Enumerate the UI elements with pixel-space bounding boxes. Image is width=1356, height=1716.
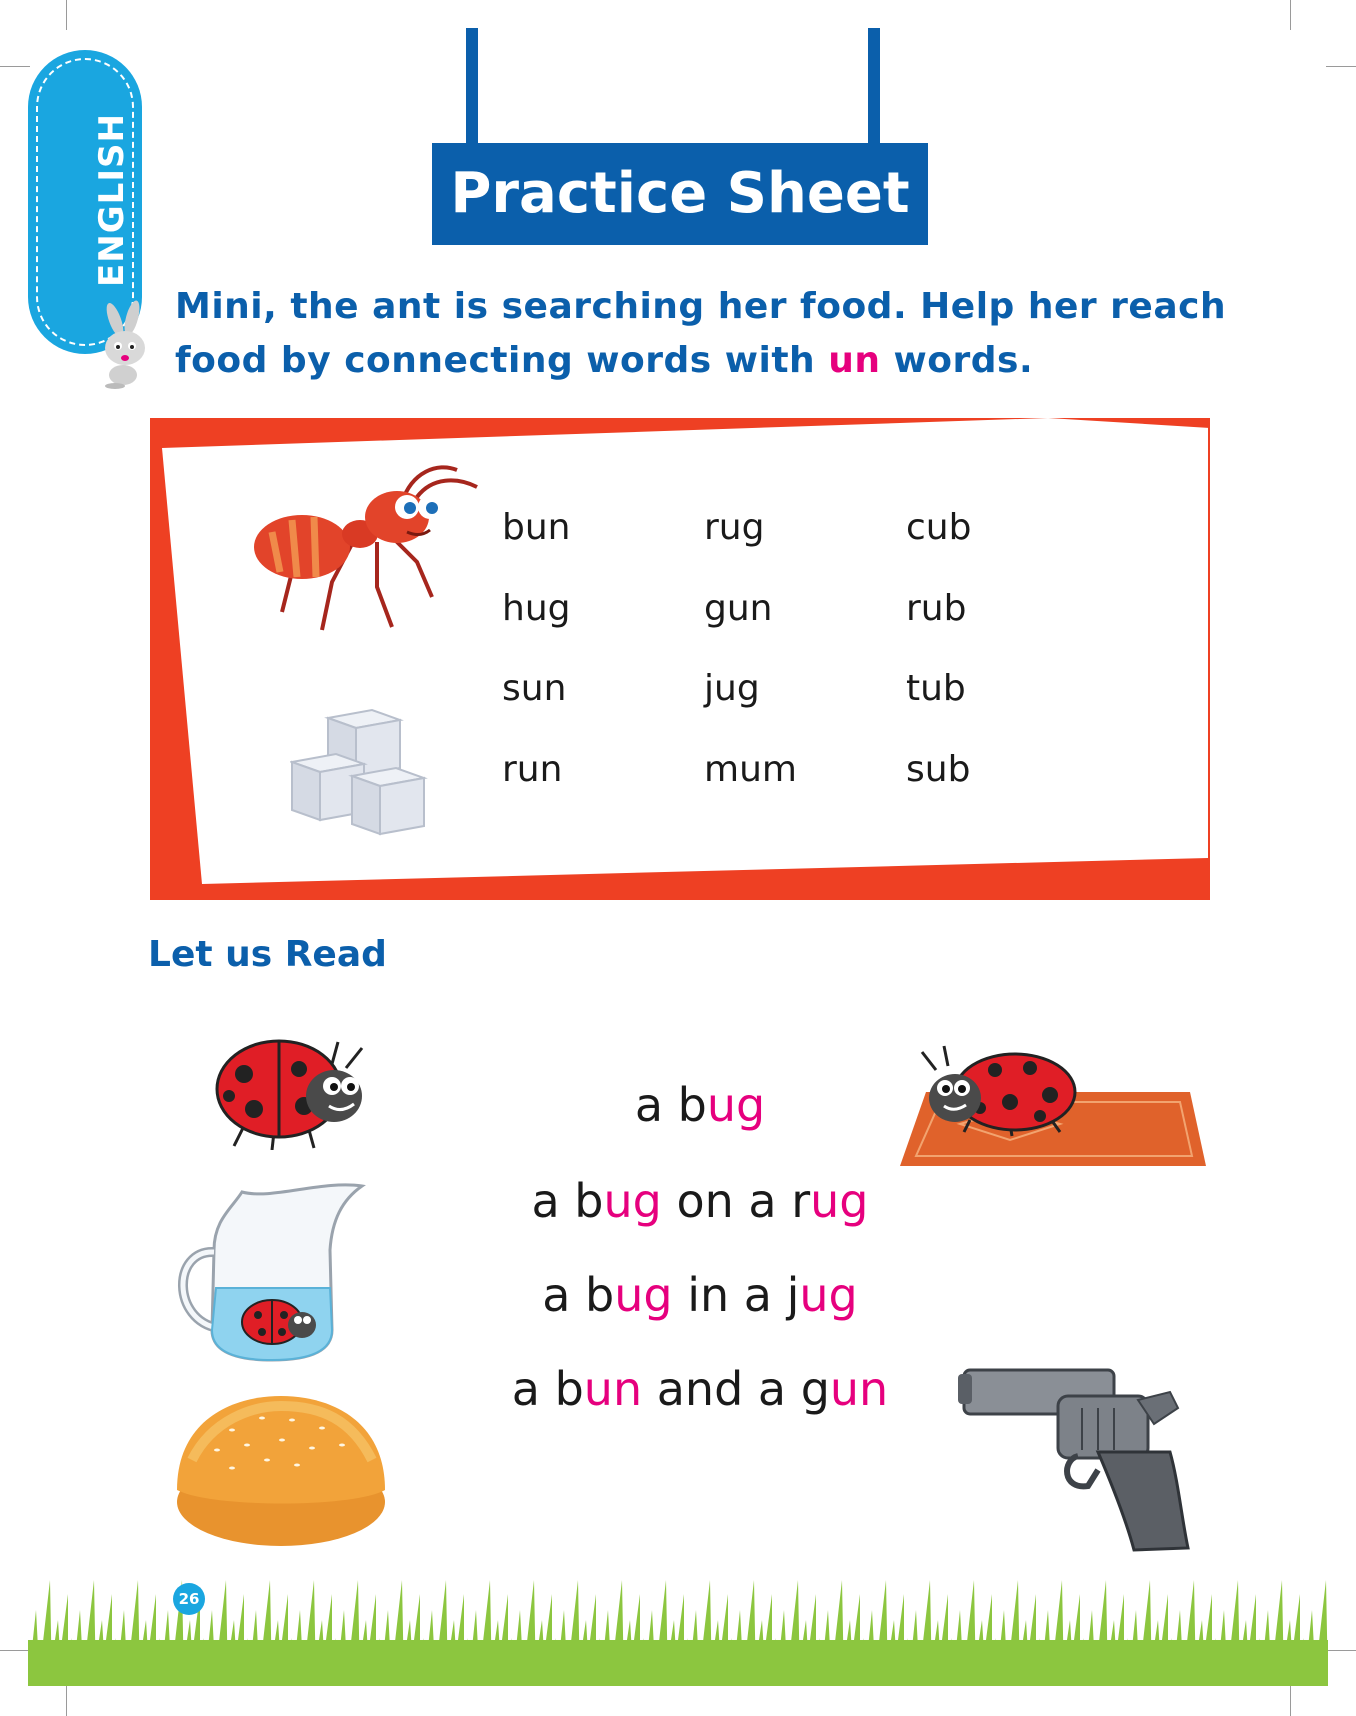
- sentence-text: a b: [511, 1362, 584, 1416]
- rhyme-ending: ug: [810, 1174, 869, 1228]
- crop-mark: [1290, 1686, 1291, 1716]
- word-item: mum: [704, 749, 797, 790]
- word-item: jug: [704, 668, 760, 709]
- crop-mark: [0, 66, 30, 67]
- crop-mark: [1326, 1650, 1356, 1651]
- sentence-text: on a r: [661, 1174, 811, 1228]
- sugar-cubes-icon: [290, 706, 440, 842]
- grass-border: [28, 1570, 1328, 1686]
- word-item: rub: [906, 588, 967, 629]
- sentence-text: and a g: [642, 1362, 830, 1416]
- read-sentence: [450, 1268, 950, 1322]
- word-item: rug: [704, 507, 765, 548]
- rhyme-ending: un: [829, 1362, 889, 1416]
- rhyme-ending: ug: [603, 1174, 662, 1228]
- instruction-line-2: [175, 334, 1235, 388]
- ant-icon: [252, 462, 482, 632]
- page-number: 26: [173, 1583, 205, 1615]
- word-item: bun: [502, 507, 571, 548]
- crop-mark: [1290, 0, 1291, 30]
- crop-mark: [66, 1686, 67, 1716]
- word-item: sub: [906, 749, 971, 790]
- sentence-text: a b: [634, 1078, 707, 1132]
- instruction-line-2-start: food by connecting words with: [175, 340, 829, 381]
- word-item: cub: [906, 507, 972, 548]
- sign-pole-right: [868, 28, 880, 146]
- crop-mark: [1326, 66, 1356, 67]
- rhyme-ending: ug: [706, 1078, 766, 1132]
- instruction-line-2-end: words.: [880, 340, 1034, 381]
- sentence-text: a b: [542, 1268, 615, 1322]
- side-tab-label: ENGLISH: [92, 113, 132, 287]
- read-sentence: [450, 1078, 950, 1132]
- word-item: sun: [502, 668, 567, 709]
- word-item: run: [502, 749, 563, 790]
- sign-pole-left: [466, 28, 478, 146]
- rhyme-ending: ug: [614, 1268, 673, 1322]
- title-banner: [432, 143, 928, 245]
- sentence-text: a b: [531, 1174, 604, 1228]
- ladybug-icon: [214, 1034, 370, 1150]
- crop-mark: [66, 0, 67, 30]
- gun-icon: [958, 1360, 1202, 1556]
- instruction-line-1: Mini, the ant is searching her food. Help her reach: [175, 286, 1227, 327]
- rhyme-ending: ug: [799, 1268, 858, 1322]
- word-item: gun: [704, 588, 773, 629]
- instruction-highlight: un: [828, 340, 881, 381]
- read-sentence: [450, 1362, 950, 1416]
- sentence-text: in a j: [672, 1268, 800, 1322]
- page-title: Practice Sheet: [450, 161, 910, 226]
- word-item: hug: [502, 588, 571, 629]
- read-sentence: [450, 1174, 950, 1228]
- rhyme-ending: un: [583, 1362, 643, 1416]
- instruction-text: [175, 280, 1235, 388]
- word-item: tub: [906, 668, 966, 709]
- rabbit-icon: [90, 300, 160, 390]
- crop-mark: [0, 1650, 30, 1651]
- ladybug-on-rug-icon: [900, 1040, 1212, 1172]
- bun-icon: [172, 1390, 390, 1550]
- jug-icon: [172, 1180, 368, 1364]
- read-section-heading: Let us Read: [148, 934, 387, 975]
